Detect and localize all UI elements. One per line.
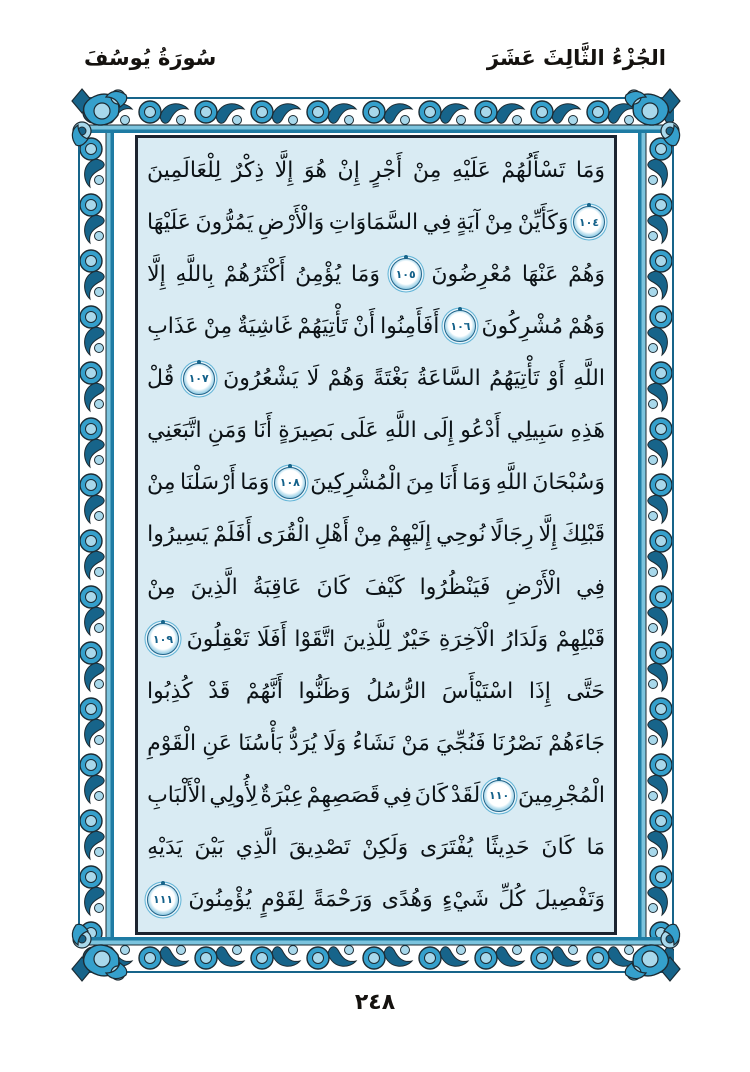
quran-word: قَبْلِكَ <box>562 522 605 548</box>
quran-line <box>147 458 605 508</box>
quran-word: الْأَرْضِ <box>505 574 562 600</box>
quran-word: تَأْتِيَهُمُ <box>489 366 540 392</box>
quran-word: مِنْ <box>353 522 383 548</box>
quran-word: فَنُجِّيَ <box>435 731 486 757</box>
quran-word: عَنْهَا <box>521 261 559 287</box>
quran-line <box>147 666 605 716</box>
ayah-number: ١١٠ <box>489 789 510 803</box>
quran-word: خَيْرٌ <box>398 626 432 652</box>
quran-word: جَاءَهُمْ <box>548 731 605 757</box>
quran-line <box>147 301 605 351</box>
quran-word: الْأَلْبَابِ <box>147 783 207 809</box>
quran-word: وَمَا <box>240 470 270 496</box>
quran-word: بِاللَّهِ <box>175 261 215 287</box>
quran-word: يُرَدُّ <box>288 731 317 757</box>
border-strip-top <box>78 97 674 133</box>
quran-word: أَنْ <box>352 313 376 339</box>
quran-word: عَلَيْهَا <box>147 209 191 235</box>
quran-word: وَمَا <box>575 157 605 183</box>
quran-word: قَدْ <box>208 678 231 704</box>
quran-word: كَيْفَ <box>364 574 405 600</box>
quran-word: أَنَّهُمْ <box>245 678 283 704</box>
quran-word: أَكْثَرُهُمْ <box>223 261 286 287</box>
quran-word: بَصِيرَةٍ <box>278 418 334 444</box>
quran-line <box>147 823 605 873</box>
quran-word: لِلْعَالَمِينَ <box>147 157 222 183</box>
quran-word: وَهُمْ <box>568 261 605 287</box>
quran-word: مُشْرِكُونَ <box>481 313 564 339</box>
quran-word: الْقُرَى <box>256 522 310 548</box>
quran-word: حَدِيثًا <box>485 835 530 861</box>
quran-word: اتَّقَوْا <box>294 626 336 652</box>
quran-word: اللَّهِ <box>495 470 528 496</box>
quran-word: قَبْلِهِمْ <box>555 626 605 652</box>
quran-word: وَمَا <box>350 261 380 287</box>
ayah-marker-medallion <box>390 258 422 290</box>
quran-word: ذِكْرٌ <box>231 157 265 183</box>
quran-word: كَانَ <box>541 835 575 861</box>
quran-word: إِذَا <box>528 678 551 704</box>
quran-word: مِنْ <box>484 209 514 235</box>
quran-word: الَّذِينَ <box>190 574 238 600</box>
quran-line <box>147 510 605 560</box>
quran-word: وَسُبْحَانَ <box>532 470 605 496</box>
ayah-marker-medallion <box>147 623 179 655</box>
quran-word: أَفَلَمْ <box>213 522 252 548</box>
quran-word: لِلَّذِينَ <box>342 626 392 652</box>
quran-word: آيَةٍ <box>456 209 481 235</box>
quran-word: وَالْأَرْضِ <box>257 209 325 235</box>
quran-word: يَدَيْهِ <box>147 835 183 861</box>
quran-word: وَتَفْصِيلَ <box>534 887 605 913</box>
quran-word: اللَّهِ <box>384 418 417 444</box>
quran-word: بَيْنَ <box>194 835 224 861</box>
ayah-number: ١٠٤ <box>578 215 600 229</box>
border-strip-right <box>638 133 674 937</box>
quran-word: اتَّبَعَنِي <box>147 418 202 444</box>
quran-word: وَكَأَيِّنْ <box>517 209 569 235</box>
quran-word: هَذِهِ <box>570 418 605 444</box>
quran-word: وَمَا <box>462 470 492 496</box>
quran-word: فِي <box>382 783 412 809</box>
quran-word: أَدْعُو <box>460 418 501 444</box>
quran-word: يُفْتَرَى <box>420 835 474 861</box>
quran-word: عَاقِبَةُ <box>252 574 302 600</box>
quran-word: مَا <box>586 835 605 861</box>
quran-line <box>147 145 605 195</box>
quran-word: أَنَا <box>438 470 458 496</box>
quran-word: السَّاعَةُ <box>416 366 481 392</box>
quran-word: يُؤْمِنُ <box>295 261 342 287</box>
quran-word: الْمُشْرِكِينَ <box>310 470 402 496</box>
quran-word: الرُّسُلُ <box>366 678 427 704</box>
quran-word: يَسِيرُوا <box>147 522 209 548</box>
quran-line <box>147 771 605 821</box>
quran-word: شَيْءٍ <box>441 887 490 913</box>
quran-word: نَصْرُنَا <box>491 731 542 757</box>
quran-word: تَأْتِيَهُمْ <box>297 313 348 339</box>
quran-word: مَنْ <box>401 731 430 757</box>
quran-word: إِلَّا <box>147 261 166 287</box>
quran-word: أَرْسَلْنَا <box>180 470 236 496</box>
quran-word: الْمُجْرِمِينَ <box>517 783 605 809</box>
quran-word: اسْتَيْأَسَ <box>441 678 514 704</box>
quran-word: بَأْسُنَا <box>238 731 283 757</box>
quran-word: هُوَ <box>303 157 327 183</box>
quran-word: فَيَنْظُرُوا <box>419 574 491 600</box>
quran-word: مُعْرِضُونَ <box>431 261 513 287</box>
quran-line <box>147 197 605 247</box>
quran-word: فِي <box>576 574 605 600</box>
quran-word: رِجَالًا <box>490 522 534 548</box>
quran-word: وَرَحْمَةً <box>313 887 373 913</box>
quran-word: الْقَوْمِ <box>147 731 197 757</box>
quran-word: أَوْ <box>547 366 565 392</box>
quran-word: لِأُولِي <box>209 783 258 809</box>
quran-word: وَهُدًى <box>381 887 433 913</box>
quran-line <box>147 406 605 456</box>
ayah-number: ١٠٧ <box>188 372 209 386</box>
ornamental-frame <box>78 97 674 973</box>
ayah-marker-medallion <box>483 780 515 812</box>
quran-line <box>147 614 605 664</box>
ayah-number: ١٠٨ <box>279 476 300 490</box>
quran-word: أَفَلَا <box>256 626 287 652</box>
quran-word: عَذَابِ <box>147 313 199 339</box>
ayah-number: ١٠٩ <box>152 632 174 646</box>
quran-word: وَمَنِ <box>207 418 247 444</box>
header-juz-label: الجُزْءُ الثَّالِثَ عَشَرَ <box>486 46 666 70</box>
quran-word: إِنْ <box>337 157 360 183</box>
quran-word: يَمُرُّونَ <box>195 209 254 235</box>
quran-word: يُؤْمِنُونَ <box>188 887 252 913</box>
corner-ornament-bottom-right-icon <box>606 905 684 983</box>
quran-word: لِقَوْمٍ <box>261 887 304 913</box>
quran-word: الَّذِي <box>235 835 278 861</box>
quran-word: عِبْرَةٌ <box>260 783 304 809</box>
ayah-number: ١١١ <box>153 893 174 907</box>
quran-word: عَلَى <box>339 418 379 444</box>
quran-word: مِنْ <box>147 470 176 496</box>
quran-word: عَنِ <box>202 731 233 757</box>
quran-word: أَجْرٍ <box>370 157 403 183</box>
quran-line <box>147 719 605 769</box>
quran-text-panel <box>135 135 617 935</box>
quran-word: لَقَدْ <box>450 783 481 809</box>
quran-word: وَلَدَارُ <box>502 626 549 652</box>
quran-word: إِلَيْهِمْ <box>387 522 432 548</box>
header-surah-label: سُورَةُ يُوسُفَ <box>84 46 217 70</box>
quran-word: حَتَّى <box>566 678 605 704</box>
quran-word: وَلَكِنْ <box>362 835 409 861</box>
quran-line <box>147 875 605 925</box>
ayah-marker-medallion <box>183 363 215 395</box>
quran-word: أَهْلِ <box>314 522 349 548</box>
quran-word: وَلَا <box>323 731 347 757</box>
page-number: ٢٤٨ <box>354 990 396 1015</box>
quran-word: وَهُمْ <box>327 366 365 392</box>
quran-line <box>147 249 605 299</box>
quran-word: نَشَاءُ <box>352 731 396 757</box>
ayah-marker-medallion <box>147 884 179 916</box>
quran-word: وَهُمْ <box>568 313 605 339</box>
quran-word: كَانَ <box>414 783 449 809</box>
quran-word: تَصْدِيقَ <box>289 835 351 861</box>
ayah-number: ١٠٦ <box>450 319 471 333</box>
quran-word: قُلْ <box>147 366 175 392</box>
quran-word: فِي <box>422 209 452 235</box>
quran-word: كُذِبُوا <box>147 678 193 704</box>
quran-word: غَاشِيَةٌ <box>237 313 293 339</box>
quran-line <box>147 354 605 404</box>
quran-word: وَظَنُّوا <box>298 678 351 704</box>
border-strip-bottom <box>78 937 674 973</box>
ayah-number: ١٠٥ <box>395 267 416 281</box>
quran-word: كَانَ <box>316 574 350 600</box>
quran-line <box>147 562 605 612</box>
quran-word: تَعْقِلُونَ <box>186 626 250 652</box>
quran-word: اللَّهِ <box>573 366 605 392</box>
quran-word: لَا <box>306 366 320 392</box>
quran-word: نُوحِي <box>436 522 486 548</box>
quran-word: إِلَّا <box>274 157 294 183</box>
ayah-marker-medallion <box>573 206 605 238</box>
quran-word: أَنَا <box>253 418 273 444</box>
quran-word: مِنْ <box>203 313 233 339</box>
quran-word: كُلِّ <box>498 887 526 913</box>
quran-word: الْآخِرَةِ <box>438 626 495 652</box>
quran-word: قَصَصِهِمْ <box>306 783 381 809</box>
quran-word: إِلَى <box>422 418 455 444</box>
quran-word: مِنْ <box>412 157 442 183</box>
quran-word: بَغْتَةً <box>373 366 409 392</box>
quran-word: السَّمَاوَاتِ <box>328 209 419 235</box>
corner-ornament-top-right-icon <box>606 87 684 165</box>
quran-word: مِنَ <box>405 470 435 496</box>
quran-word: أَفَأَمِنُوا <box>380 313 440 339</box>
quran-word: عَلَيْهِ <box>451 157 491 183</box>
quran-word: سَبِيلِي <box>506 418 565 444</box>
quran-word: إِلَّا <box>538 522 558 548</box>
ayah-marker-medallion <box>274 467 306 499</box>
quran-word: يَشْعُرُونَ <box>223 366 299 392</box>
ayah-marker-medallion <box>444 310 476 342</box>
quran-word: تَسْأَلُهُمْ <box>501 157 566 183</box>
border-strip-left <box>78 133 114 937</box>
quran-word: مِنْ <box>147 574 176 600</box>
